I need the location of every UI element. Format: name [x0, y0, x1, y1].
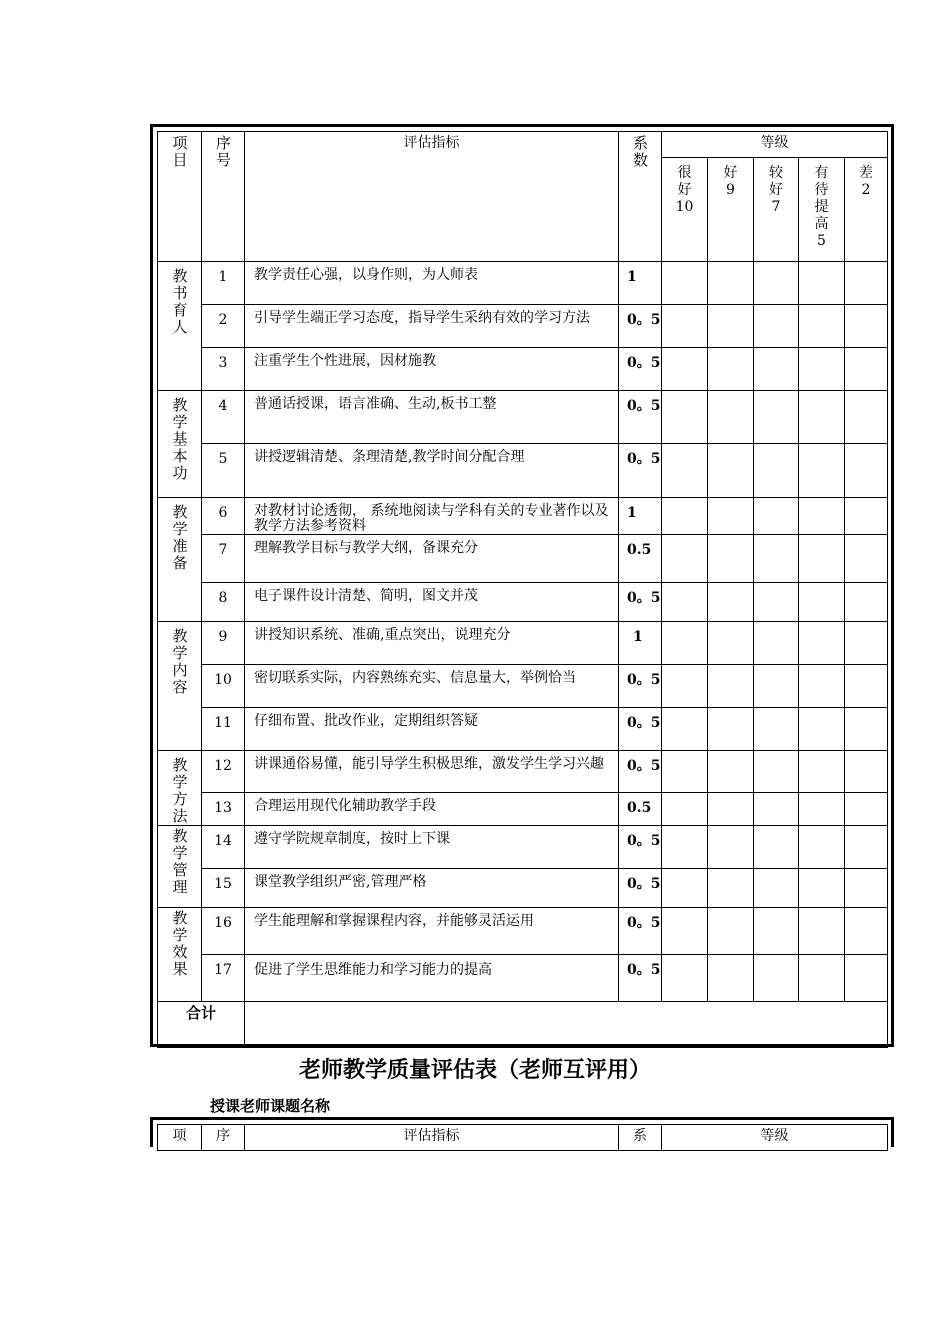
coefficient: 0.5: [619, 535, 662, 583]
grade-cell[interactable]: [708, 535, 754, 583]
grade-very-good: 很好 10: [662, 158, 708, 262]
row-number: 2: [202, 305, 245, 348]
row-number: 13: [202, 792, 245, 825]
table-row: [158, 955, 888, 1002]
grade-cell[interactable]: [754, 792, 799, 825]
table-row: [158, 826, 888, 869]
row-number: 6: [202, 498, 245, 535]
grade-cell[interactable]: [845, 708, 888, 751]
grade-cell[interactable]: [662, 708, 708, 751]
coefficient: 0。5: [619, 348, 662, 391]
row-number: 15: [202, 869, 245, 908]
indicator-text: 对教材讨论透彻， 系统地阅读与学科有关的专业著作以及教学方法参考资料: [245, 498, 619, 535]
group-cell: 教书育人: [158, 262, 202, 391]
grade-cell[interactable]: [754, 498, 799, 535]
grade-cell[interactable]: [754, 262, 799, 305]
grade-cell[interactable]: [708, 908, 754, 955]
row-number: 16: [202, 908, 245, 955]
total-label: 合计: [158, 1002, 245, 1048]
grade-cell[interactable]: [708, 708, 754, 751]
indicator-text: 讲授知识系统、准确,重点突出，说理充分: [245, 622, 619, 665]
coefficient: 0。5: [619, 751, 662, 793]
grade-cell[interactable]: [799, 708, 845, 751]
coefficient: 1: [619, 262, 662, 305]
grade-cell[interactable]: [754, 955, 799, 1002]
coefficient: 0。5: [619, 305, 662, 348]
header-grade: 等级: [662, 132, 888, 158]
coefficient: 0。5: [619, 391, 662, 444]
table-row: [158, 498, 888, 535]
grade-cell[interactable]: [708, 444, 754, 498]
grade-cell[interactable]: [708, 826, 754, 869]
grade-cell[interactable]: [799, 444, 845, 498]
group-cell: 教学准备: [158, 498, 202, 622]
grade-cell[interactable]: [845, 665, 888, 708]
grade-cell[interactable]: [799, 262, 845, 305]
table-row: [158, 908, 888, 955]
grade-cell[interactable]: [754, 444, 799, 498]
row-number: 3: [202, 348, 245, 391]
header-item: 项目: [158, 132, 202, 262]
indicator-text: 密切联系实际，内容熟练充实、信息量大，举例恰当: [245, 665, 619, 708]
row-number: 14: [202, 826, 245, 869]
grade-cell[interactable]: [799, 498, 845, 535]
row-number: 7: [202, 535, 245, 583]
evaluation-table-frame: [150, 124, 894, 1047]
coefficient: 0。5: [619, 826, 662, 869]
grade-cell[interactable]: [754, 348, 799, 391]
total-value-cell[interactable]: [245, 1002, 888, 1048]
grade-cell[interactable]: [799, 869, 845, 908]
table-row: [158, 792, 888, 825]
grade-cell[interactable]: [799, 908, 845, 955]
header-item: 项: [158, 1125, 202, 1151]
grade-cell[interactable]: [845, 391, 888, 444]
grade-cell[interactable]: [845, 535, 888, 583]
header-grade: 等级: [662, 1125, 888, 1151]
row-number: 9: [202, 622, 245, 665]
table-row: [158, 535, 888, 583]
table-row: [158, 444, 888, 498]
table-row: [158, 391, 888, 444]
grade-cell[interactable]: [845, 955, 888, 1002]
grade-cell[interactable]: [662, 444, 708, 498]
coefficient: 0。5: [619, 869, 662, 908]
group-cell: 教学方法: [158, 751, 202, 826]
indicator-text: 合理运用现代化辅助教学手段: [245, 792, 619, 825]
second-evaluation-table: [157, 1124, 888, 1151]
grade-cell[interactable]: [799, 665, 845, 708]
grade-cell[interactable]: [799, 305, 845, 348]
grade-cell[interactable]: [754, 583, 799, 622]
grade-cell[interactable]: [799, 955, 845, 1002]
indicator-text: 遵守学院规章制度，按时上下课: [245, 826, 619, 869]
grade-cell[interactable]: [662, 498, 708, 535]
grade-cell[interactable]: [662, 583, 708, 622]
group-cell: 教学管理: [158, 826, 202, 908]
header-coef: 系数: [619, 132, 662, 262]
group-cell: 教学内容: [158, 622, 202, 751]
grade-cell[interactable]: [708, 751, 754, 793]
grade-cell[interactable]: [662, 348, 708, 391]
grade-cell[interactable]: [754, 908, 799, 955]
grade-cell[interactable]: [662, 262, 708, 305]
table-row: [158, 708, 888, 751]
grade-cell[interactable]: [662, 908, 708, 955]
row-number: 17: [202, 955, 245, 1002]
grade-cell[interactable]: [845, 583, 888, 622]
grade-cell[interactable]: [754, 751, 799, 793]
grade-cell[interactable]: [662, 955, 708, 1002]
table-row: [158, 262, 888, 305]
table-row: [158, 305, 888, 348]
grade-cell[interactable]: [708, 262, 754, 305]
grade-cell[interactable]: [662, 826, 708, 869]
grade-cell[interactable]: [662, 869, 708, 908]
grade-needs-improvement: 有待提高 5: [799, 158, 845, 262]
coefficient: 0。5: [619, 955, 662, 1002]
grade-cell[interactable]: [845, 826, 888, 869]
header-indicator: 评估指标: [245, 132, 619, 262]
coefficient: 0.5: [619, 792, 662, 825]
grade-cell[interactable]: [799, 751, 845, 793]
grade-cell[interactable]: [845, 348, 888, 391]
grade-cell[interactable]: [662, 305, 708, 348]
indicator-text: 课堂教学组织严密,管理严格: [245, 869, 619, 908]
grade-cell[interactable]: [845, 751, 888, 793]
table-row: [158, 622, 888, 665]
grade-cell[interactable]: [754, 305, 799, 348]
header-seq: 序: [202, 1125, 245, 1151]
grade-cell[interactable]: [662, 622, 708, 665]
indicator-text: 学生能理解和掌握课程内容，并能够灵活运用: [245, 908, 619, 955]
grade-good: 好 9: [708, 158, 754, 262]
row-number: 11: [202, 708, 245, 751]
indicator-text: 引导学生端正学习态度，指导学生采纳有效的学习方法: [245, 305, 619, 348]
grade-cell[interactable]: [754, 826, 799, 869]
table-row: [158, 751, 888, 793]
header-seq: 序号: [202, 132, 245, 262]
grade-cell[interactable]: [754, 622, 799, 665]
grade-cell[interactable]: [845, 444, 888, 498]
grade-cell[interactable]: [708, 391, 754, 444]
grade-fairly-good: 较好 7: [754, 158, 799, 262]
table-row: [158, 348, 888, 391]
grade-cell[interactable]: [845, 908, 888, 955]
grade-cell[interactable]: [662, 792, 708, 825]
evaluation-table: [157, 131, 888, 1048]
indicator-text: 理解教学目标与教学大纲，备课充分: [245, 535, 619, 583]
indicator-text: 促进了学生思维能力和学习能力的提高: [245, 955, 619, 1002]
grade-cell[interactable]: [845, 792, 888, 825]
grade-cell[interactable]: [708, 665, 754, 708]
grade-cell[interactable]: [662, 665, 708, 708]
coefficient: 0。5: [619, 708, 662, 751]
grade-cell[interactable]: [708, 792, 754, 825]
coefficient: 1: [619, 498, 662, 535]
page-title: 老师教学质量评估表（老师互评用）: [298, 1057, 651, 1083]
coefficient: 0。5: [619, 908, 662, 955]
row-number: 10: [202, 665, 245, 708]
indicator-text: 讲授逻辑清楚、条理清楚,教学时间分配合理: [245, 444, 619, 498]
grade-cell[interactable]: [799, 622, 845, 665]
grade-cell[interactable]: [799, 583, 845, 622]
indicator-text: 电子课件设计清楚、简明，图文并茂: [245, 583, 619, 622]
header-coef: 系: [619, 1125, 662, 1151]
row-number: 12: [202, 751, 245, 793]
grade-cell[interactable]: [754, 535, 799, 583]
grade-cell[interactable]: [708, 869, 754, 908]
group-cell: 教学效果: [158, 908, 202, 1002]
coefficient: 0。5: [619, 665, 662, 708]
coefficient: 1: [619, 622, 662, 665]
row-number: 1: [202, 262, 245, 305]
grade-cell[interactable]: [845, 498, 888, 535]
grade-cell[interactable]: [845, 305, 888, 348]
grade-cell[interactable]: [662, 751, 708, 793]
total-row: [158, 1002, 888, 1048]
grade-cell[interactable]: [799, 535, 845, 583]
course-name-label: 授课老师课题名称: [210, 1097, 331, 1115]
grade-cell[interactable]: [799, 348, 845, 391]
row-number: 4: [202, 391, 245, 444]
indicator-text: 教学责任心强，以身作则，为人师表: [245, 262, 619, 305]
grade-cell[interactable]: [845, 262, 888, 305]
grade-cell[interactable]: [754, 391, 799, 444]
grade-cell[interactable]: [708, 498, 754, 535]
grade-cell[interactable]: [708, 348, 754, 391]
row-number: 5: [202, 444, 245, 498]
grade-poor: 差 2: [845, 158, 888, 262]
group-cell: 教学基本功: [158, 391, 202, 498]
grade-cell[interactable]: [799, 391, 845, 444]
grade-cell[interactable]: [662, 391, 708, 444]
indicator-text: 注重学生个性进展，因材施教: [245, 348, 619, 391]
indicator-text: 仔细布置、批改作业，定期组织答疑: [245, 708, 619, 751]
grade-cell[interactable]: [754, 708, 799, 751]
grade-cell[interactable]: [754, 869, 799, 908]
table-row: [158, 665, 888, 708]
grade-cell[interactable]: [708, 955, 754, 1002]
grade-cell[interactable]: [845, 869, 888, 908]
indicator-text: 普通话授课，语言准确、生动,板书工整: [245, 391, 619, 444]
grade-cell[interactable]: [708, 305, 754, 348]
grade-cell[interactable]: [799, 826, 845, 869]
header-indicator: 评估指标: [245, 1125, 619, 1151]
table-row: [158, 583, 888, 622]
second-table-frame: [150, 1117, 894, 1147]
grade-cell[interactable]: [708, 622, 754, 665]
table-row: [158, 869, 888, 908]
coefficient: 0。5: [619, 444, 662, 498]
grade-cell[interactable]: [662, 535, 708, 583]
grade-cell[interactable]: [845, 622, 888, 665]
coefficient: 0。5: [619, 583, 662, 622]
grade-cell[interactable]: [708, 583, 754, 622]
indicator-text: 讲课通俗易懂，能引导学生积极思维，激发学生学习兴趣: [245, 751, 619, 793]
grade-cell[interactable]: [799, 792, 845, 825]
grade-cell[interactable]: [754, 665, 799, 708]
row-number: 8: [202, 583, 245, 622]
